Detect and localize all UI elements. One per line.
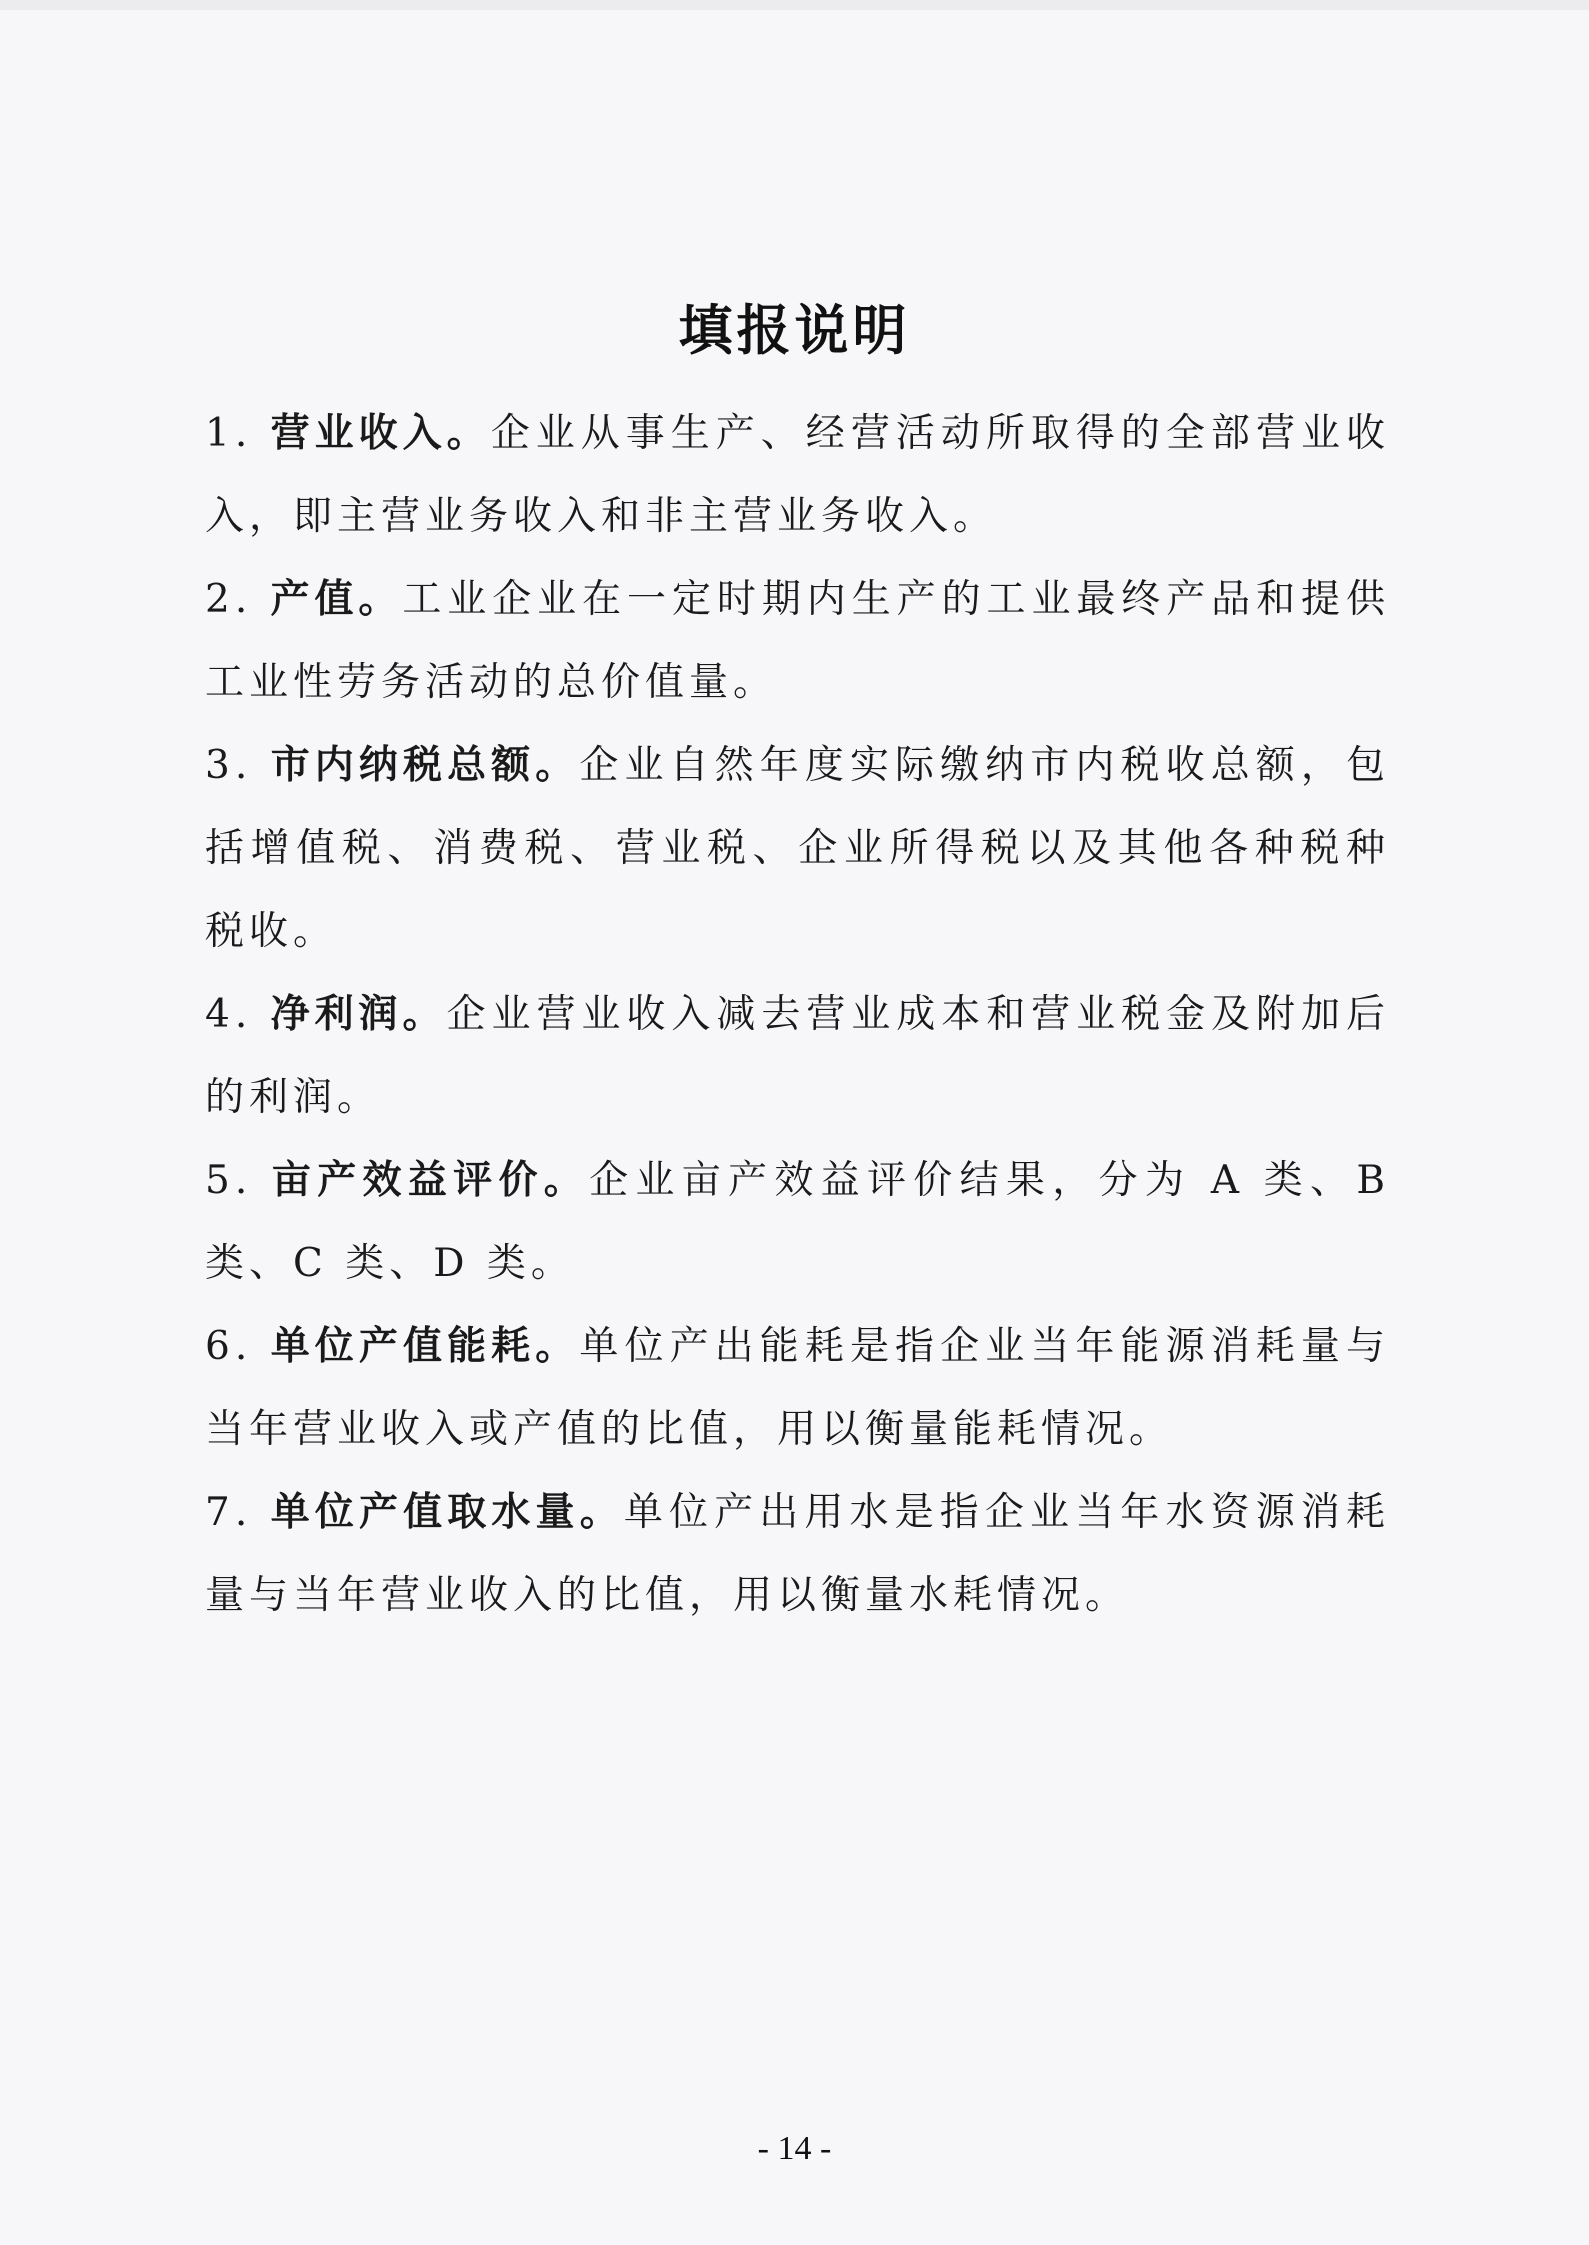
item-term: 产值。 <box>270 577 403 622</box>
list-item <box>205 558 1390 724</box>
item-term: 净利润。 <box>270 992 447 1037</box>
item-number: 1. <box>205 411 271 456</box>
item-description: 企业从事生产、经营活动所取得的全部营业收入，即主营业务收入和非主营业务收入。 <box>205 411 1390 539</box>
item-number: 4. <box>205 992 271 1037</box>
page-number: - 14 - <box>757 2130 832 2167</box>
list-item <box>205 724 1390 973</box>
item-description: 企业自然年度实际缴纳市内税收总额，包括增值税、消费税、营业税、企业所得税以及其他各种税种税收。 <box>205 743 1390 954</box>
item-description: 工业企业在一定时期内生产的工业最终产品和提供工业性劳务活动的总价值量。 <box>205 577 1390 705</box>
item-number: 2. <box>205 577 271 622</box>
item-number: 5. <box>205 1158 272 1203</box>
page-title: 填报说明 <box>678 299 911 362</box>
item-term: 亩产效益评价。 <box>271 1158 590 1203</box>
item-term: 单位产值取水量。 <box>270 1490 624 1535</box>
list-item <box>205 392 1390 558</box>
list-item <box>205 1305 1390 1471</box>
item-description: 企业亩产效益评价结果，分为 A 类、B 类、C 类、D 类。 <box>205 1158 1390 1286</box>
instructions-list <box>205 392 1390 1637</box>
item-description: 企业营业收入减去营业成本和营业税金及附加后的利润。 <box>205 992 1390 1120</box>
item-term: 市内纳税总额。 <box>270 743 580 788</box>
item-description: 单位产出用水是指企业当年水资源消耗量与当年营业收入的比值，用以衡量水耗情况。 <box>205 1490 1390 1618</box>
list-item <box>205 1139 1390 1305</box>
item-number: 7. <box>205 1490 271 1535</box>
scan-edge <box>0 0 1589 10</box>
list-item <box>205 1471 1390 1637</box>
item-description: 单位产出能耗是指企业当年能源消耗量与当年营业收入或产值的比值，用以衡量能耗情况。 <box>205 1324 1390 1452</box>
item-number: 6. <box>205 1324 271 1369</box>
item-number: 3. <box>205 743 271 788</box>
list-item <box>205 973 1390 1139</box>
item-term: 单位产值能耗。 <box>270 1324 580 1369</box>
item-term: 营业收入。 <box>270 411 491 456</box>
